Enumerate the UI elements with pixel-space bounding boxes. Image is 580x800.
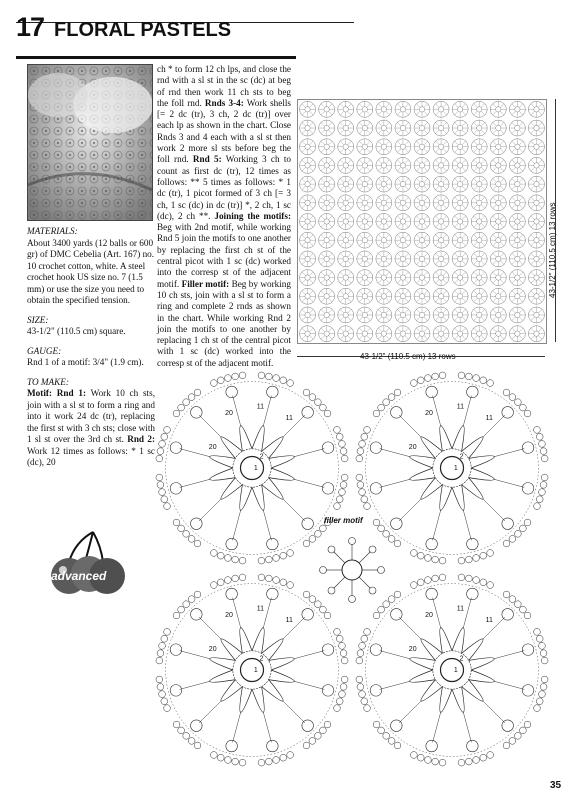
grid-motif (319, 157, 335, 173)
grid-motif (319, 307, 335, 323)
grid-motif (452, 101, 468, 117)
grid-motif (376, 101, 392, 117)
size-text: 43-1/2" (110.5 cm) square. (27, 326, 126, 336)
round-number-label: 11 (256, 605, 265, 613)
grid-motif (376, 251, 392, 267)
grid-motif (471, 139, 487, 155)
grid-motif (490, 307, 506, 323)
grid-motif (490, 232, 506, 248)
filler-motif-drawing (320, 538, 385, 603)
grid-motif (452, 232, 468, 248)
grid-motif (490, 288, 506, 304)
grid-motif (357, 120, 373, 136)
height-dimension-label: 43-1/2" (110.5 cm) 13 rows (548, 202, 557, 298)
grid-motif (376, 120, 392, 136)
grid-motif (395, 326, 411, 342)
grid-motif (528, 139, 544, 155)
grid-motif (300, 176, 316, 192)
motif-rnd1-label: Motif: Rnd 1: (27, 388, 87, 398)
grid-motif (414, 139, 430, 155)
grid-motif (376, 176, 392, 192)
grid-motif (490, 176, 506, 192)
grid-motif (528, 288, 544, 304)
grid-motif (471, 213, 487, 229)
grid-motif (452, 120, 468, 136)
grid-motif (338, 213, 354, 229)
crochet-motif (356, 574, 548, 766)
grid-motif (395, 270, 411, 286)
materials-section (27, 226, 155, 307)
to-make-section (27, 377, 155, 469)
size-heading: SIZE: (27, 314, 49, 325)
grid-motif (338, 307, 354, 323)
grid-motif (414, 157, 430, 173)
round-number-label: 11 (485, 415, 493, 422)
grid-motif (452, 176, 468, 192)
mid-text-5: Beg by working 10 ch sts, join with a sl st to form a ring and complete 2 rnds as shown in the chart. While working Rnd 2 join the motifs to one another by replacing 1 ch st of the central picot with 1 sc (dc) worked into the corresp st of the adjacent motif. (157, 278, 291, 368)
round-number-label: 20 (425, 410, 433, 418)
grid-motif (395, 101, 411, 117)
grid-motif (357, 326, 373, 342)
grid-motif (395, 176, 411, 192)
grid-motif (490, 251, 506, 267)
grid-motif (357, 251, 373, 267)
grid-motif (471, 326, 487, 342)
grid-motif (319, 195, 335, 211)
grid-motif (452, 270, 468, 286)
joining-label: Joining the motifs: (214, 210, 291, 221)
grid-motif (319, 288, 335, 304)
grid-motif (300, 251, 316, 267)
grid-motif (338, 288, 354, 304)
grid-motif (433, 251, 449, 267)
round-number-label: 2 (459, 655, 464, 663)
round-number-label: 11 (456, 403, 465, 411)
grid-motif (509, 101, 525, 117)
grid-motif (319, 101, 335, 117)
grid-motif (471, 232, 487, 248)
grid-motif (433, 139, 449, 155)
grid-motif (300, 139, 316, 155)
pattern-number: 17 (16, 12, 45, 42)
grid-motif (357, 213, 373, 229)
grid-motif (452, 326, 468, 342)
grid-motif (433, 232, 449, 248)
grid-motif (319, 139, 335, 155)
grid-motif (376, 195, 392, 211)
grid-motif (433, 213, 449, 229)
grid-motif (509, 232, 525, 248)
grid-motif (376, 270, 392, 286)
grid-motif (414, 101, 430, 117)
page-number: 35 (550, 780, 562, 791)
grid-motif (528, 251, 544, 267)
grid-motif (338, 176, 354, 192)
grid-motif (395, 120, 411, 136)
round-number-label: 11 (256, 403, 265, 411)
grid-motif (357, 176, 373, 192)
grid-motif (509, 326, 525, 342)
grid-motif (509, 157, 525, 173)
grid-motif (528, 176, 544, 192)
grid-motif (471, 101, 487, 117)
grid-motif (471, 307, 487, 323)
grid-motif (338, 195, 354, 211)
grid-motif (300, 101, 316, 117)
grid-motif (300, 195, 316, 211)
grid-motif (300, 157, 316, 173)
grid-motif (300, 326, 316, 342)
grid-motif (452, 251, 468, 267)
grid-motif (471, 120, 487, 136)
grid-motif (357, 101, 373, 117)
gauge-section (27, 346, 155, 369)
grid-motif (490, 101, 506, 117)
round-number-label: 11 (285, 617, 293, 624)
grid-motif (338, 139, 354, 155)
grid-motif (528, 101, 544, 117)
grid-motif (452, 139, 468, 155)
grid-motif (490, 120, 506, 136)
grid-motif (300, 232, 316, 248)
round-number-label: 1 (253, 464, 258, 472)
grid-motif (357, 270, 373, 286)
pattern-title: FLORAL PASTELS (54, 19, 232, 41)
grid-motif (433, 307, 449, 323)
advanced-level-logo (45, 528, 135, 598)
crochet-motif (156, 574, 348, 766)
instructions-middle-column (157, 64, 291, 369)
grid-motif (509, 195, 525, 211)
mid-text-1: ch * to form 12 ch lps, and close the rnd with a sl st in the sc (dc) at beg of rnd then work 11 ch sts to beg the foll rnd. (157, 64, 291, 108)
grid-motif (338, 101, 354, 117)
grid-motif (528, 195, 544, 211)
grid-motif (319, 251, 335, 267)
grid-motif (490, 139, 506, 155)
round-number-label: 20 (425, 612, 433, 620)
grid-motif (338, 326, 354, 342)
grid-motif (319, 232, 335, 248)
size-section (27, 315, 155, 338)
grid-motif (528, 213, 544, 229)
grid-motif (490, 195, 506, 211)
gauge-heading: GAUGE: (27, 345, 62, 356)
grid-motif (471, 176, 487, 192)
grid-motif (452, 157, 468, 173)
grid-motif (395, 251, 411, 267)
grid-motif (300, 120, 316, 136)
grid-motif (376, 326, 392, 342)
grid-motif (395, 232, 411, 248)
grid-motif (338, 120, 354, 136)
to-make-heading: TO MAKE: (27, 376, 69, 387)
grid-motif (414, 213, 430, 229)
grid-motif (414, 288, 430, 304)
round-number-label: 1 (453, 464, 458, 472)
grid-motif (433, 288, 449, 304)
grid-motif (319, 176, 335, 192)
round-number-label: 11 (485, 617, 493, 624)
round-number-label: 1 (253, 666, 258, 674)
rnd-5-label: Rnd 5: (192, 154, 222, 165)
gauge-text: Rnd 1 of a motif: 3/4" (1.9 cm). (27, 357, 144, 367)
grid-motif (471, 251, 487, 267)
grid-motif (433, 195, 449, 211)
grid-motif (433, 270, 449, 286)
grid-motif (414, 251, 430, 267)
grid-motif (471, 288, 487, 304)
round-number-label: 20 (225, 612, 233, 620)
motif-chart (152, 368, 552, 772)
rnd2-text: Work 12 times as follows: * 1 sc (dc), 20 (27, 445, 155, 467)
grid-motif (433, 176, 449, 192)
grid-motif (433, 120, 449, 136)
grid-motif (357, 288, 373, 304)
grid-motif (433, 101, 449, 117)
round-number-label: 1 (453, 666, 458, 674)
round-number-label: 20 (208, 645, 217, 653)
grid-motif (376, 307, 392, 323)
grid-motif (376, 213, 392, 229)
grid-motif (528, 157, 544, 173)
round-number-label: 11 (456, 605, 465, 613)
grid-motif (490, 213, 506, 229)
grid-motif (414, 232, 430, 248)
title-underline (16, 56, 296, 59)
grid-motif (376, 288, 392, 304)
grid-motif (509, 251, 525, 267)
filler-motif-label: Filler motif: (181, 278, 230, 289)
motif-rnd1-text: Work 10 ch sts, join with a sl st to form a ring and into it work 24 dc (tr), replacing the first st with 3 ch sts; close with 1 sl st over the 3rd ch st. (27, 388, 155, 444)
grid-motif (433, 326, 449, 342)
grid-motif (509, 213, 525, 229)
rnd2-label: Rnd 2: (127, 434, 155, 444)
grid-motif (357, 139, 373, 155)
grid-motif (357, 232, 373, 248)
grid-motif (357, 307, 373, 323)
assembly-chart (297, 99, 547, 344)
grid-motif (414, 120, 430, 136)
crochet-motif (356, 372, 548, 564)
round-number-label: 2 (459, 453, 464, 461)
advanced-logo-text: advanced (51, 569, 107, 583)
grid-motif (414, 195, 430, 211)
grid-motif (471, 270, 487, 286)
grid-motif (300, 288, 316, 304)
grid-motif (528, 307, 544, 323)
grid-motif (452, 307, 468, 323)
grid-motif (490, 157, 506, 173)
round-number-label: 20 (408, 443, 417, 451)
materials-text: About 3400 yards (12 balls or 600 gr) of DMC Cebelia (Art. 167) no. 10 crochet cotton, white. A steel crochet hook US size no. 7 (1.5 mm) or use the size you need to obtain the specified tension. (27, 237, 155, 305)
page-title (16, 12, 354, 43)
grid-motif (300, 307, 316, 323)
grid-motif (376, 139, 392, 155)
grid-motif (509, 288, 525, 304)
grid-motif (395, 307, 411, 323)
grid-motif (357, 195, 373, 211)
grid-motif (509, 270, 525, 286)
grid-motif (471, 195, 487, 211)
grid-motif (300, 270, 316, 286)
instructions-left-column (27, 226, 155, 477)
grid-motif (300, 213, 316, 229)
grid-motif (357, 157, 373, 173)
grid-motif (319, 213, 335, 229)
grid-motif (395, 157, 411, 173)
grid-motif (414, 326, 430, 342)
bedspread-photo (27, 64, 153, 221)
middle-paragraph (157, 64, 291, 369)
grid-motif (528, 120, 544, 136)
round-number-label: 20 (208, 443, 217, 451)
round-number-label: 2 (259, 655, 264, 663)
round-number-label: 20 (225, 410, 233, 418)
materials-heading: MATERIALS: (27, 226, 78, 236)
grid-motif (452, 195, 468, 211)
grid-motif (528, 232, 544, 248)
grid-motif (319, 270, 335, 286)
grid-motif (509, 120, 525, 136)
round-number-label: 20 (408, 645, 417, 653)
filler-motif-caption: filler motif (324, 516, 363, 525)
grid-motif (338, 251, 354, 267)
grid-motif (528, 270, 544, 286)
mid-text-3: Working 3 ch to count as first dc (tr), 12 times as follows: ** 5 times as follows: * 1 dc (tr), 1 picot formed of 3 ch [= 3 ch, 1 sc (dc) in dc (tr)] *, 2 ch, 1 sc (dc), 2 ch **. (157, 154, 291, 221)
mid-text-2: Work shells [= 2 dc (tr), 3 ch, 2 dc (tr)] over each lp as shown in the chart. Close Rnds 3 and 4 each with a sl st then work 2 more sl sts before beg the foll rnd. (157, 97, 291, 165)
grid-motif (395, 213, 411, 229)
width-dimension-label: 43-1/2" (110.5 cm) 13 rows (360, 352, 456, 361)
grid-motif (528, 326, 544, 342)
grid-motif (319, 120, 335, 136)
grid-motif (338, 157, 354, 173)
mid-text-4: Beg with 2nd motif, while working Rnd 5 join the motifs to one another by replacing the first ch st of the central picot with 1 sc (dc) worked into the corresp st of the adjacent motif. (157, 222, 291, 289)
grid-motif (433, 157, 449, 173)
grid-motif (414, 307, 430, 323)
grid-motif (414, 176, 430, 192)
round-number-label: 11 (285, 415, 293, 422)
grid-motif (338, 232, 354, 248)
round-number-label: 2 (259, 453, 264, 461)
grid-motif (395, 195, 411, 211)
rnds-3-4-label: Rnds 3-4: (204, 97, 244, 108)
grid-motif (452, 288, 468, 304)
grid-motif (376, 157, 392, 173)
grid-motif (509, 307, 525, 323)
grid-motif (395, 288, 411, 304)
grid-motif (509, 139, 525, 155)
grid-motif (509, 176, 525, 192)
grid-motif (319, 326, 335, 342)
grid-motif (414, 270, 430, 286)
grid-motif (490, 326, 506, 342)
grid-motif (452, 213, 468, 229)
crochet-motif (156, 372, 348, 564)
grid-motif (376, 232, 392, 248)
grid-motif (338, 270, 354, 286)
grid-motif (490, 270, 506, 286)
grid-motif (471, 157, 487, 173)
grid-motif (395, 139, 411, 155)
